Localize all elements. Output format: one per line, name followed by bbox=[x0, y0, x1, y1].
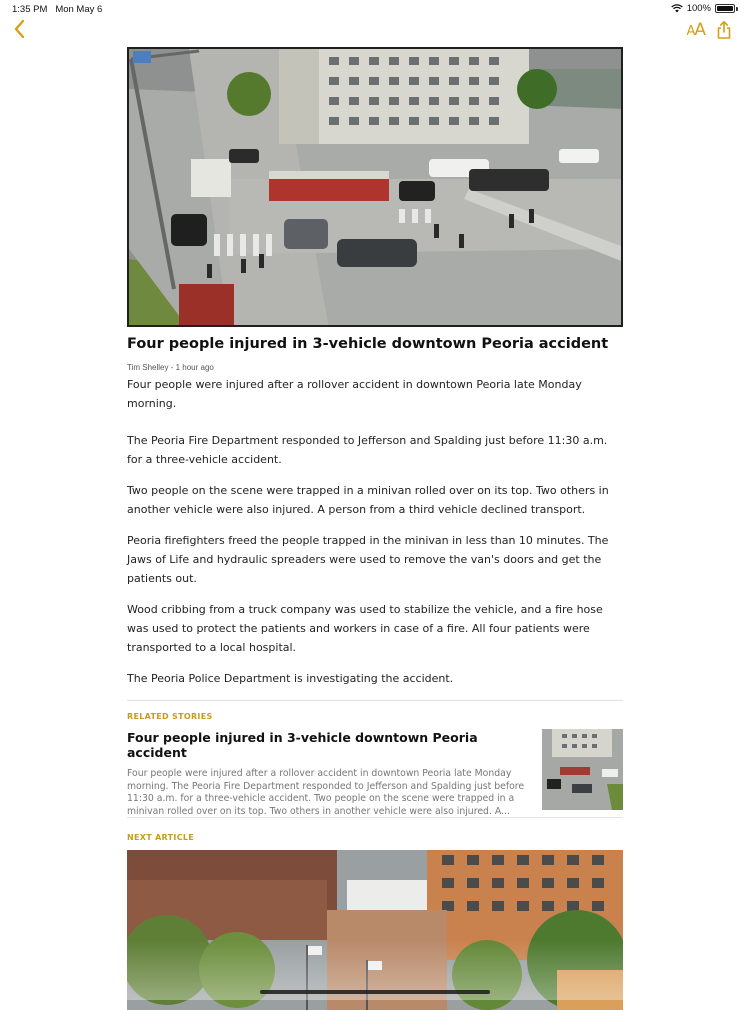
related-story-title[interactable]: Four people injured in 3-vehicle downtown Peoria accident bbox=[127, 730, 537, 760]
article-paragraph: Two people on the scene were trapped in a minivan rolled over on its top. Two others in another vehicle were also injured. A person from a third vehicle declined transport. bbox=[127, 481, 623, 519]
next-article bbox=[127, 817, 623, 842]
related-story-card[interactable] bbox=[127, 730, 623, 818]
status-time-text: 1:35 PM bbox=[12, 4, 47, 15]
next-article-image[interactable] bbox=[127, 850, 623, 1010]
related-stories-label: RELATED STORIES bbox=[127, 712, 623, 721]
article-paragraph: The Peoria Fire Department responded to Jefferson and Spalding just before 11:30 a.m. for a three-vehicle accident. bbox=[127, 431, 623, 469]
text-size-large-icon: A bbox=[694, 20, 705, 40]
related-stories bbox=[127, 700, 623, 818]
divider bbox=[127, 817, 623, 818]
related-story-thumbnail[interactable] bbox=[542, 729, 623, 810]
article-paragraph: Wood cribbing from a truck company was used to stabilize the vehicle, and a fire hose was used to protect the patients and workers in case of a fire. All four patients were transported to a local hospital. bbox=[127, 600, 623, 657]
related-story-summary: Four people were injured after a rollover accident in downtown Peoria late Monday morning. The Peoria Fire Department responded to Jefferson and Spalding just before 11:30 a.m. for a three-vehicle accident. Two people on the scene were trapped in a minivan rolled over on its top. Two others in another vehicle were also injured. A... bbox=[127, 768, 532, 818]
share-icon[interactable] bbox=[716, 20, 732, 40]
article-paragraph: Peoria firefighters freed the people trapped in the minivan in less than 10 minutes. The Jaws of Life and hydraulic spreaders were used to remove the van's doors and get the patients out. bbox=[127, 531, 623, 588]
home-indicator[interactable] bbox=[260, 990, 490, 994]
back-chevron-icon[interactable] bbox=[12, 18, 30, 40]
article-headline: Four people injured in 3-vehicle downtown Peoria accident bbox=[127, 336, 623, 352]
battery-percent: 100% bbox=[687, 3, 711, 14]
status-time bbox=[12, 4, 102, 15]
article-byline: Tim Shelley - 1 hour ago bbox=[127, 363, 623, 372]
hero-image bbox=[127, 47, 623, 327]
article bbox=[127, 47, 623, 688]
article-paragraph: Four people were injured after a rollover accident in downtown Peoria late Monday morning. bbox=[127, 375, 623, 413]
article-paragraph: The Peoria Police Department is investigating the accident. bbox=[127, 669, 623, 688]
battery-tip bbox=[736, 7, 738, 11]
status-bar bbox=[0, 0, 750, 18]
next-article-photo bbox=[127, 850, 623, 1010]
text-size-button[interactable] bbox=[686, 20, 705, 40]
next-article-label: NEXT ARTICLE bbox=[127, 833, 623, 842]
wifi-icon bbox=[671, 4, 683, 13]
text-size-small-icon: A bbox=[686, 24, 694, 39]
status-right bbox=[671, 3, 738, 14]
related-thumbnail-photo bbox=[542, 729, 623, 810]
accident-scene-photo bbox=[129, 49, 623, 327]
divider bbox=[127, 700, 623, 701]
battery-icon bbox=[715, 4, 735, 13]
status-date-text: Mon May 6 bbox=[55, 4, 102, 15]
nav-bar bbox=[0, 18, 750, 44]
